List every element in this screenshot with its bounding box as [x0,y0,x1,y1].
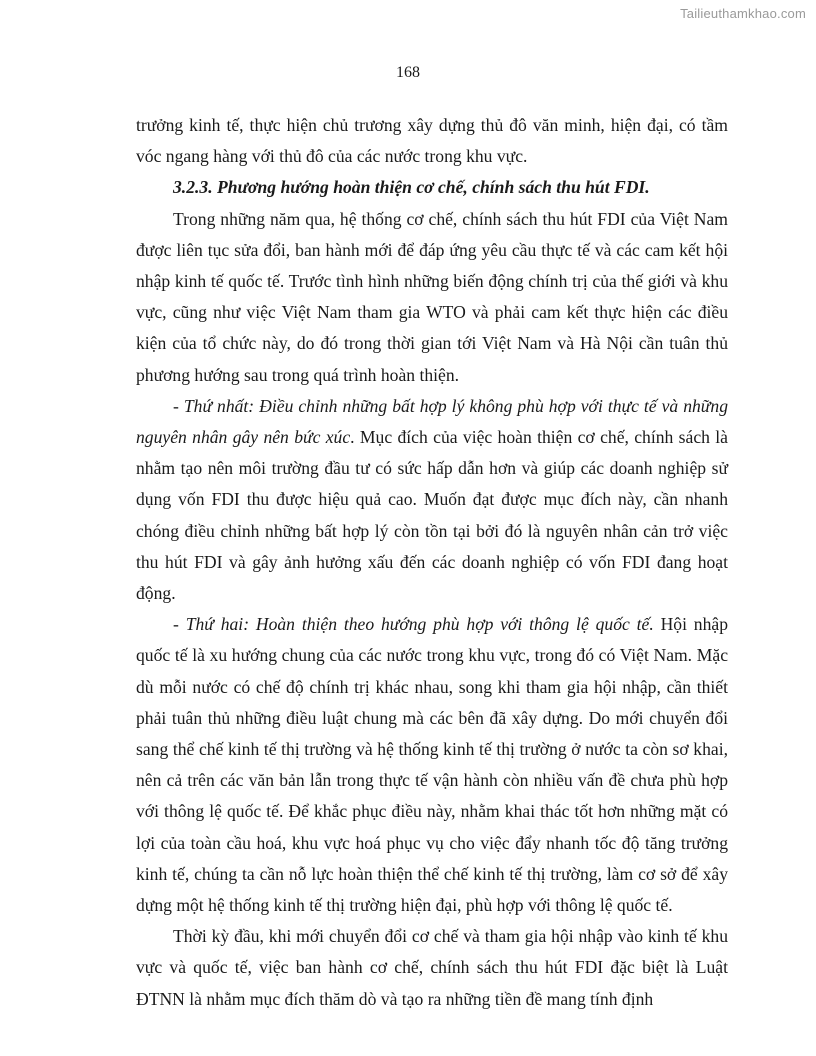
first-direction-lead: - Thứ nhất: Điều chỉnh những bất hợp lý không phù hợp với thực tế và những nguyên nhân gây nên bức xúc [136,395,728,448]
first-direction-body: . Mục đích của việc hoàn thiện cơ chế, chính sách là nhằm tạo nên môi trường đầu tư có sức hấp dẫn hơn và giúp các doanh nghiệp sử dụng vốn FDI thu được hiệu quả cao. Muốn đạt được mục đích này, cần nhanh chóng điều chỉnh những bất hợp lý còn tồn tại bởi đó là nguyên nhân cản trở việc thu hút FDI và gây ảnh hưởng xấu đến các doanh nghiệp có vốn FDI đang hoạt động. [136,427,728,604]
watermark-text: Tailieuthamkhao.com [680,6,806,21]
document-body [136,110,728,1015]
second-direction-lead: - Thứ hai: Hoàn thiện theo hướng phù hợp với thông lệ quốc tế. [173,614,654,635]
paragraph-intro: Trong những năm qua, hệ thống cơ chế, chính sách thu hút FDI của Việt Nam được liên tục sửa đổi, ban hành mới để đáp ứng yêu cầu thực tế và các cam kết hội nhập kinh tế quốc tế. Trước tình hình những biến động chính trị của thế giới và khu vực, cũng như việc Việt Nam tham gia WTO và phải cam kết thực hiện các điều kiện của tổ chức này, do đó trong thời gian tới Việt Nam và Hà Nội cần tuân thủ phương hướng sau trong quá trình hoàn thiện. [136,208,728,385]
second-direction-body: Hội nhập quốc tế là xu hướng chung của các nước trong khu vực, trong đó có Việt Nam. Mặc dù mỗi nước có chế độ chính trị khác nhau, song khi tham gia hội nhập, cần thiết phải tuân thủ những điều luật chung mà các bên đã xây dựng. Do mới chuyển đổi sang thể chế kinh tế thị trường và hệ thống kinh tế thị trường ở nước ta còn sơ khai, nên cả trên các văn bản lẫn trong thực tế vận hành còn nhiều vấn đề chưa phù hợp với thông lệ quốc tế. Để khắc phục điều này, nhằm khai thác tốt hơn những mặt có lợi của toàn cầu hoá, khu vực hoá phục vụ cho việc đẩy nhanh tốc độ tăng trưởng kinh tế, chúng ta cần nỗ lực hoàn thiện thể chế kinh tế thị trường, làm cơ sở để xây dựng một hệ thống kinh tế thị trường hiện đại, phù hợp với thông lệ quốc tế. [136,614,728,916]
paragraph-second-direction [136,609,728,921]
section-heading: 3.2.3. Phương hướng hoàn thiện cơ chế, chính sách thu hút FDI. [173,177,650,198]
paragraph-early-period: Thời kỳ đầu, khi mới chuyển đổi cơ chế và tham gia hội nhập vào kinh tế khu vực và quốc tế, việc ban hành cơ chế, chính sách thu hút FDI đặc biệt là Luật ĐTNN là nhằm mục đích thăm dò và tạo ra những tiền đề mang tính định [136,926,728,1009]
paragraph-first-direction [136,391,728,609]
paragraph-continuation: trưởng kinh tế, thực hiện chủ trương xây dựng thủ đô văn minh, hiện đại, có tầm vóc ngang hàng với thủ đô của các nước trong khu vực. [136,115,728,167]
page-number: 168 [396,64,420,81]
